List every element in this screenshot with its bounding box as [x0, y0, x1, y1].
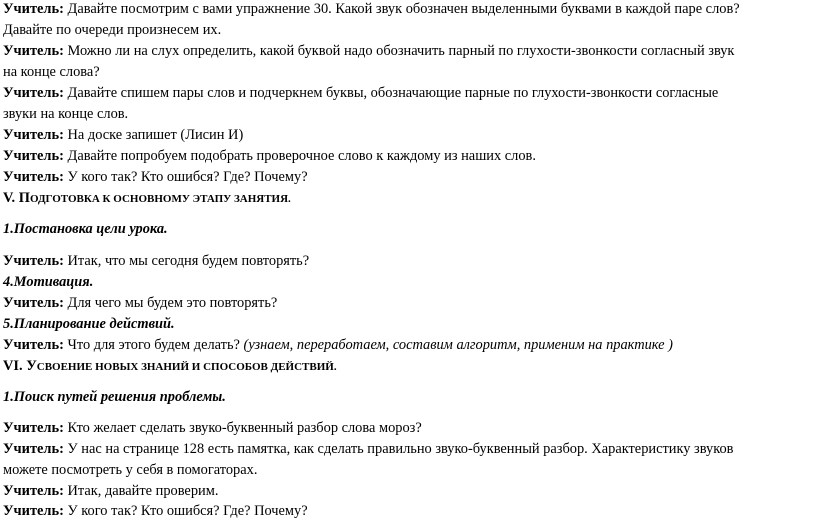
subheading-text: 1.Поиск путей решения проблемы.: [3, 389, 226, 405]
section-title: ОДГОТОВКА К ОСНОВНОМУ ЭТАПУ ЗАНЯТИЯ.: [29, 193, 291, 205]
speaker-label: Учитель:: [3, 295, 64, 311]
teacher-line-7: [3, 252, 309, 270]
teacher-line-6: [3, 168, 308, 186]
line-note: (узнаем, переработаем, составим алгоритм, применим на практике ): [243, 337, 673, 353]
teacher-line-11: [3, 440, 733, 458]
speaker-label: Учитель:: [3, 127, 64, 143]
line-text: на конце слова?: [3, 64, 100, 80]
line-text: Кто желает сделать звуко-буквенный разбор слова мороз?: [67, 420, 422, 436]
speaker-label: Учитель:: [3, 85, 64, 101]
line-text: Давайте по очереди произнесем их.: [3, 22, 222, 38]
section-heading-5: [3, 189, 291, 208]
speaker-label: Учитель:: [3, 43, 64, 59]
subheading-motivation: [3, 273, 93, 291]
teacher-line-2-cont: [3, 63, 100, 81]
teacher-line-4: [3, 126, 243, 144]
teacher-line-8: [3, 294, 277, 312]
speaker-label: Учитель:: [3, 503, 64, 519]
line-text: У кого так? Кто ошибся? Где? Почему?: [67, 169, 308, 185]
line-text: Можно ли на слух определить, какой буквой надо обозначить парный по глухости-звонкости согласный звук: [67, 43, 735, 59]
teacher-line-10: [3, 419, 422, 437]
teacher-line-9: [3, 336, 673, 354]
section-title: СВОЕНИЕ НОВЫХ ЗНАНИЙ И СПОСОБОВ ДЕЙСТВИЙ.: [36, 361, 337, 373]
speaker-label: Учитель:: [3, 1, 64, 17]
speaker-label: Учитель:: [3, 253, 64, 269]
line-text: Давайте спишем пары слов и подчеркнем буквы, обозначающие парные по глухости-звонкости согласные: [67, 85, 719, 101]
line-text: Что для этого будем делать?: [67, 337, 240, 353]
speaker-label: Учитель:: [3, 169, 64, 185]
teacher-line-5: [3, 147, 536, 165]
speaker-label: Учитель:: [3, 148, 64, 164]
line-text: Итак, что мы сегодня будем повторять?: [67, 253, 310, 269]
teacher-line-12: [3, 482, 218, 500]
line-text: У нас на странице 128 есть памятка, как сделать правильно звуко-буквенный разбор. Характеристику звуков: [67, 441, 734, 457]
section-heading-6: [3, 357, 337, 376]
teacher-line-2: [3, 42, 734, 60]
teacher-line-3-cont: [3, 105, 128, 123]
speaker-label: Учитель:: [3, 441, 64, 457]
teacher-line-3: [3, 84, 718, 102]
line-text: звуки на конце слов.: [3, 106, 129, 122]
speaker-label: Учитель:: [3, 420, 64, 436]
line-text: У кого так? Кто ошибся? Где? Почему?: [67, 503, 308, 519]
teacher-line-1-cont: [3, 21, 221, 39]
subheading-search: [3, 388, 226, 406]
subheading-planning: [3, 315, 175, 333]
line-text: Давайте посмотрим с вами упражнение 30. Какой звук обозначен выделенными буквами в каждой паре слов?: [67, 1, 740, 17]
subheading-text: 5.Планирование действий.: [3, 316, 175, 332]
subheading-text: 4.Мотивация.: [3, 274, 94, 290]
speaker-label: Учитель:: [3, 337, 64, 353]
line-text: На доске запишет (Лисин И): [67, 127, 244, 143]
speaker-label: Учитель:: [3, 483, 64, 499]
subheading-text: 1.Постановка цели урока.: [3, 221, 168, 237]
line-text: Итак, давайте проверим.: [67, 483, 219, 499]
teacher-line-11-cont: [3, 461, 257, 479]
line-text: можете посмотреть у себя в помогаторах.: [3, 462, 258, 478]
section-number: V. П: [3, 190, 30, 206]
teacher-line-1: [3, 0, 740, 18]
section-number: VI. У: [3, 358, 37, 374]
line-text: Для чего мы будем это повторять?: [67, 295, 278, 311]
teacher-line-13: [3, 502, 308, 520]
subheading-goal: [3, 220, 168, 238]
line-text: Давайте попробуем подобрать проверочное слово к каждому из наших слов.: [67, 148, 536, 164]
